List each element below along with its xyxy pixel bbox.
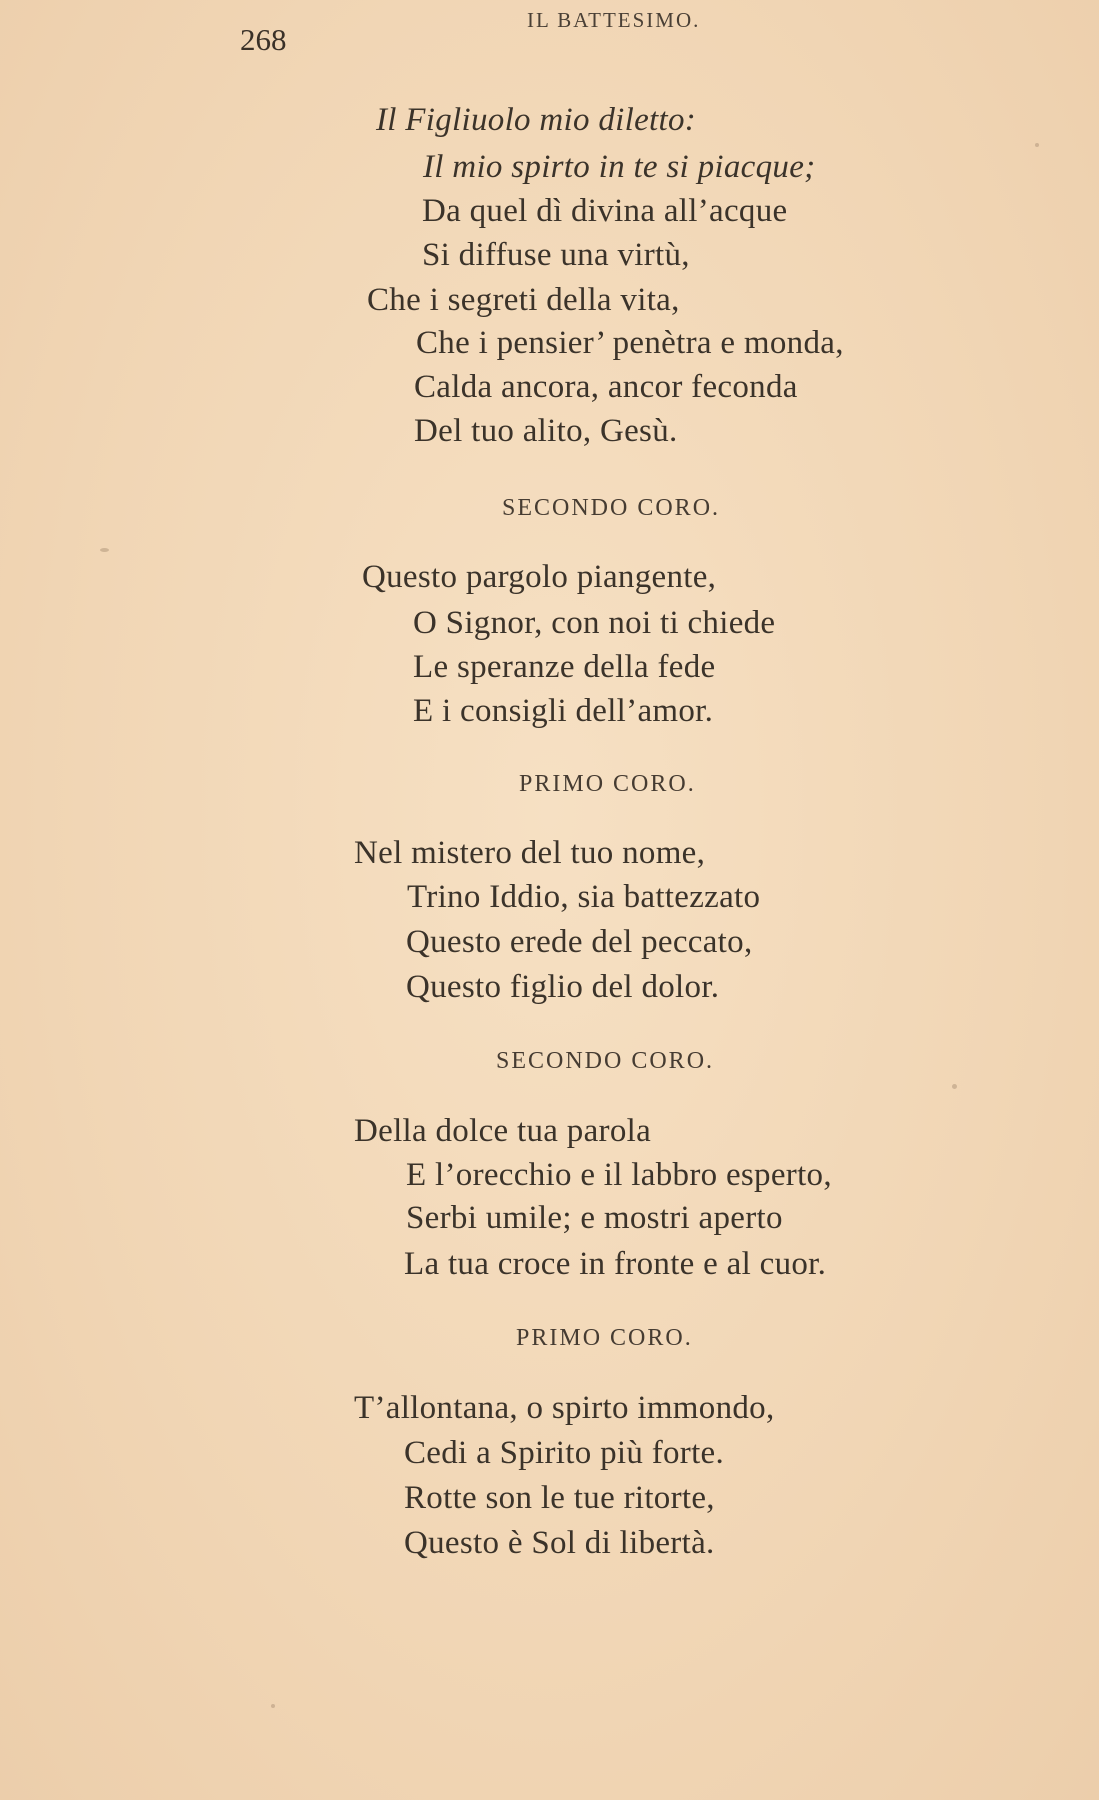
verse-line: Serbi umile; e mostri aperto: [406, 1200, 783, 1236]
verse-line: Della dolce tua parola: [354, 1113, 652, 1149]
verse-line: E i consigli dell’amor.: [413, 693, 714, 729]
verse-line: Questo pargolo piangente,: [362, 559, 717, 595]
verse-line: Cedi a Spirito più forte.: [404, 1435, 725, 1471]
verse-line: La tua croce in fronte e al cuor.: [404, 1246, 827, 1282]
page-number: 268: [240, 22, 287, 57]
verse-line: Da quel dì divina all’acque: [422, 193, 788, 229]
verse-line: Questo erede del peccato,: [406, 924, 753, 960]
verse-line: O Signor, con noi ti chiede: [413, 605, 776, 641]
verse-line: Il mio spirto in te si piacque;: [423, 149, 816, 185]
verse-line: Calda ancora, ancor feconda: [414, 369, 798, 405]
verse-line: Del tuo alito, Gesù.: [414, 413, 678, 449]
paper-speck: [952, 1084, 957, 1089]
verse-line: Si diffuse una virtù,: [422, 237, 690, 273]
section-heading: PRIMO CORO.: [516, 1325, 693, 1351]
verse-line: Questo figlio del dolor.: [406, 969, 720, 1005]
verse-line: Il Figliuolo mio diletto:: [376, 102, 697, 138]
running-title: IL BATTESIMO.: [527, 8, 701, 32]
section-heading: SECONDO CORO.: [502, 495, 721, 521]
section-heading: SECONDO CORO.: [496, 1048, 715, 1074]
verse-line: Che i pensier’ penètra e monda,: [416, 325, 844, 361]
verse-line: T’allontana, o spirto immondo,: [354, 1390, 775, 1426]
verse-line: E l’orecchio e il labbro esperto,: [406, 1157, 832, 1193]
verse-line: Questo è Sol di libertà.: [404, 1525, 715, 1561]
paper-speck: [271, 1704, 275, 1708]
verse-line: Le speranze della fede: [413, 649, 716, 685]
paper-speck: [1035, 143, 1039, 147]
verse-line: Rotte son le tue ritorte,: [404, 1480, 715, 1516]
section-heading: PRIMO CORO.: [519, 771, 696, 797]
paper-speck: [100, 548, 109, 552]
verse-line: Che i segreti della vita,: [367, 282, 680, 318]
verse-line: Nel mistero del tuo nome,: [354, 835, 706, 871]
verse-line: Trino Iddio, sia battezzato: [407, 879, 761, 915]
